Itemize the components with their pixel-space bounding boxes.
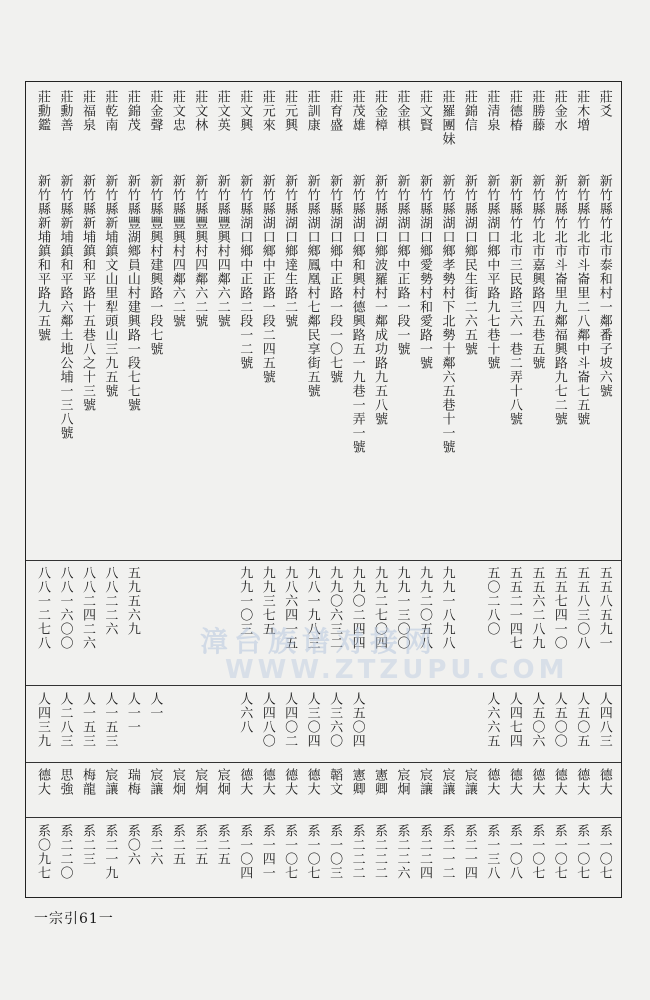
col2-cell: 新竹縣竹北市嘉興路四五巷五號 xyxy=(529,174,545,370)
ref-row xyxy=(32,692,615,758)
col5-cell: 韜文 xyxy=(327,768,343,796)
col1-cell: 莊錦信 xyxy=(461,90,477,132)
lineage-row xyxy=(32,824,615,894)
col4-cell: 人一一 xyxy=(124,692,140,734)
col4-cell: 人四七四 xyxy=(506,692,522,748)
col1-cell: 莊文興 xyxy=(237,90,253,132)
col3-cell: 五九五六九 xyxy=(124,566,140,636)
col1-cell: 莊勳善 xyxy=(57,90,73,132)
col3-cell xyxy=(167,566,188,678)
col3-cell: 九九〇六三二 xyxy=(327,566,343,650)
col1-cell: 莊文忠 xyxy=(169,90,185,132)
col1-cell: 莊錦茂 xyxy=(124,90,140,132)
watermark: 漳台族谱对接网 xyxy=(200,625,439,658)
col4-cell xyxy=(167,692,188,758)
col1-cell: 莊德椿 xyxy=(506,90,522,132)
col4-cell xyxy=(414,692,435,758)
col4-cell xyxy=(392,692,413,758)
col2-cell: 新竹縣湖口鄉中正路一段一號 xyxy=(394,174,410,356)
address-row xyxy=(32,174,615,554)
col2-cell: 新竹縣豐興村四鄰六二號 xyxy=(169,174,185,328)
col6-cell: 系二一四 xyxy=(461,824,477,880)
col3-cell: 八八二二六 xyxy=(102,566,118,636)
col3-cell: 五五八三〇八 xyxy=(574,566,590,650)
col1-cell: 莊茂雄 xyxy=(349,90,365,132)
col2-cell: 新竹縣新埔鎮和平路九五號 xyxy=(35,174,50,342)
col5-cell: 德大 xyxy=(259,768,275,796)
col3-cell: 九九一〇三 xyxy=(237,566,253,636)
col5-cell: 梅龍 xyxy=(79,768,95,796)
col5-cell: 宸讓 xyxy=(439,768,455,796)
col2-cell: 新竹縣新埔鎮文山里犁頭山三九五號 xyxy=(102,174,118,398)
col3-cell: 八八一二七八 xyxy=(35,566,50,650)
generation-row xyxy=(32,768,615,812)
col6-cell: 系〇六 xyxy=(124,824,140,866)
col4-cell: 人三〇四 xyxy=(304,692,320,748)
col3-cell: 八八二四二六 xyxy=(79,566,95,650)
col6-cell: 系二二六 xyxy=(394,824,410,880)
col3-cell: 九八一九八三 xyxy=(304,566,320,650)
col1-cell: 莊元來 xyxy=(259,90,275,132)
col3-cell: 九九〇二四四 xyxy=(349,566,365,650)
col1-cell: 莊金樟 xyxy=(372,90,388,132)
col3-cell: 五〇二八〇 xyxy=(484,566,500,636)
col6-cell: 系二五 xyxy=(169,824,185,866)
col4-cell xyxy=(436,692,457,758)
col4-cell: 人四八〇 xyxy=(259,692,275,748)
watermark-url: WWW.ZTZUPU.COM xyxy=(225,655,569,685)
col3-cell: 九九一三〇〇 xyxy=(394,566,410,650)
col3-cell xyxy=(144,566,165,678)
col6-cell: 系〇九七 xyxy=(35,824,50,880)
col5-cell: 德大 xyxy=(237,768,253,796)
col1-cell: 莊文賢 xyxy=(416,90,432,132)
col2-cell: 新竹縣湖口鄉鳳凰村七鄰民享街五號 xyxy=(304,174,320,398)
col6-cell: 系一〇四 xyxy=(237,824,253,880)
col1-cell: 莊訓康 xyxy=(304,90,320,132)
col6-cell: 系一四一 xyxy=(259,824,275,880)
col5-cell: 憲卿 xyxy=(372,768,388,796)
col1-cell: 莊爻 xyxy=(596,90,612,118)
col2-cell: 新竹縣竹北市三民路三六一巷二弄十八號 xyxy=(506,174,522,426)
col3-cell: 八八一六〇〇 xyxy=(57,566,73,650)
col2-cell: 新竹縣竹北市斗崙里二八鄰中斗崙七五號 xyxy=(574,174,590,426)
col1-cell: 莊金棋 xyxy=(394,90,410,132)
col4-cell: 人六六五 xyxy=(484,692,500,748)
col5-cell: 德大 xyxy=(506,768,522,796)
col5-cell: 宸炯 xyxy=(169,768,185,796)
col3-cell: 九八六四一五 xyxy=(282,566,298,650)
col6-cell: 系二一九 xyxy=(102,824,118,880)
col4-cell xyxy=(459,692,480,758)
col6-cell: 系一〇七 xyxy=(596,824,612,880)
col5-cell: 宸炯 xyxy=(394,768,410,796)
page-footer: 一宗引61一 xyxy=(34,911,114,927)
col1-cell: 莊羅團妹 xyxy=(439,90,455,146)
col6-cell: 系一〇七 xyxy=(282,824,298,880)
col6-cell: 系一三八 xyxy=(484,824,500,880)
col6-cell: 系一〇七 xyxy=(574,824,590,880)
col6-cell: 系一〇七 xyxy=(551,824,567,880)
col5-cell: 憲卿 xyxy=(349,768,365,796)
col1-cell: 莊育盛 xyxy=(327,90,343,132)
col6-cell: 系二二二 xyxy=(349,824,365,880)
col2-cell: 新竹縣湖口鄉中正路二段一二號 xyxy=(237,174,253,370)
col2-cell: 新竹縣豐興村四鄰六二號 xyxy=(214,174,230,328)
row-divider xyxy=(26,762,621,763)
col3-cell: 九九二七〇四 xyxy=(372,566,388,650)
col6-cell: 系二五 xyxy=(214,824,230,866)
col2-cell: 新竹縣湖口鄉達生路二號 xyxy=(282,174,298,328)
col1-cell: 莊文林 xyxy=(192,90,208,132)
col6-cell: 系一〇八 xyxy=(506,824,522,880)
col1-cell: 莊勳鑑 xyxy=(35,90,50,132)
col5-cell: 宸讓 xyxy=(147,768,163,796)
col5-cell: 德大 xyxy=(529,768,545,796)
col1-cell: 莊清泉 xyxy=(484,90,500,132)
col4-cell: 人五〇四 xyxy=(349,692,365,748)
col2-cell: 新竹縣新埔鎮和平路六鄰土地公埔一三八號 xyxy=(57,174,73,440)
col5-cell: 德大 xyxy=(596,768,612,796)
col3-cell: 九九一八九八 xyxy=(439,566,455,650)
col5-cell: 宸炯 xyxy=(192,768,208,796)
col6-cell: 系二五 xyxy=(192,824,208,866)
col4-cell: 人三六〇 xyxy=(327,692,343,748)
col1-cell: 莊文英 xyxy=(214,90,230,132)
col2-cell: 新竹縣豐興村建興路一段七號 xyxy=(147,174,163,356)
col3-cell: 五五六二八九 xyxy=(529,566,545,650)
col4-cell: 人一五三 xyxy=(102,692,118,748)
col6-cell: 系一〇三 xyxy=(327,824,343,880)
col5-cell: 宸炯 xyxy=(214,768,230,796)
col4-cell: 人四三九 xyxy=(35,692,50,748)
col2-cell: 新竹縣湖口鄉愛勢村和愛路一號 xyxy=(416,174,432,370)
col5-cell: 德大 xyxy=(35,768,50,796)
col5-cell: 思強 xyxy=(57,768,73,796)
col5-cell: 德大 xyxy=(282,768,298,796)
col5-cell: 宸讓 xyxy=(102,768,118,796)
col2-cell: 新竹縣湖口鄉和興村德興路五一九巷一弄一號 xyxy=(349,174,365,454)
col5-cell: 德大 xyxy=(574,768,590,796)
col1-cell: 莊勝藤 xyxy=(529,90,545,132)
col4-cell: 人五〇五 xyxy=(574,692,590,748)
col4-cell: 人二八三 xyxy=(57,692,73,748)
col2-cell: 新竹縣新埔鎮和平路十五巷八之十三號 xyxy=(79,174,95,412)
col6-cell: 系二三 xyxy=(79,824,95,866)
row-divider xyxy=(26,685,621,686)
col4-cell xyxy=(189,692,210,758)
col2-cell: 新竹縣湖口鄉波羅村一鄰成功路九五八號 xyxy=(372,174,388,426)
col6-cell: 系一〇七 xyxy=(304,824,320,880)
col5-cell: 宸讓 xyxy=(416,768,432,796)
col3-cell: 九九三七五 xyxy=(259,566,275,636)
col2-cell: 新竹縣豐湖鄉員山村建興路一段七七號 xyxy=(124,174,140,412)
col6-cell: 系二六 xyxy=(147,824,163,866)
col1-cell: 莊福泉 xyxy=(79,90,95,132)
col2-cell: 新竹縣湖口鄉中正路一段一〇七號 xyxy=(327,174,343,384)
col2-cell: 新竹縣豐興村四鄰六二號 xyxy=(192,174,208,328)
col1-cell: 莊木增 xyxy=(574,90,590,132)
col6-cell: 系二二〇 xyxy=(57,824,73,880)
row-divider xyxy=(26,817,621,818)
genealogy-index-table xyxy=(25,81,622,898)
col4-cell: 人一 xyxy=(147,692,163,720)
col1-cell: 莊乾南 xyxy=(102,90,118,132)
col6-cell: 系二一二 xyxy=(439,824,455,880)
col1-cell: 莊金水 xyxy=(551,90,567,132)
col2-cell: 新竹縣湖口鄉中平路九七巷十號 xyxy=(484,174,500,370)
col3-cell: 五五二一四七 xyxy=(506,566,522,650)
col6-cell: 系二二二 xyxy=(372,824,388,880)
col2-cell: 新竹縣湖口鄉孝勢村下北勢十鄰六五巷十一號 xyxy=(439,174,455,454)
col6-cell: 系二二四 xyxy=(416,824,432,880)
col6-cell: 系一〇七 xyxy=(529,824,545,880)
col1-cell: 莊元興 xyxy=(282,90,298,132)
col2-cell: 新竹縣竹北市泰和村一鄰番子坡六號 xyxy=(596,174,612,398)
col4-cell: 人四八三 xyxy=(596,692,612,748)
col5-cell: 瑞梅 xyxy=(124,768,140,796)
col4-cell: 人五〇〇 xyxy=(551,692,567,748)
col4-cell xyxy=(369,692,390,758)
col4-cell: 人六八 xyxy=(237,692,253,734)
name-row xyxy=(32,90,615,160)
col3-cell: 五五八五九一 xyxy=(596,566,612,650)
col5-cell: 德大 xyxy=(304,768,320,796)
col2-cell: 新竹縣湖口鄉民生街二六五號 xyxy=(461,174,477,356)
col5-cell: 宸讓 xyxy=(461,768,477,796)
col2-cell: 新竹縣竹北市斗崙里九鄰福興路九七二號 xyxy=(551,174,567,426)
col4-cell: 人五〇六 xyxy=(529,692,545,748)
col5-cell: 德大 xyxy=(551,768,567,796)
col1-cell: 莊金聲 xyxy=(147,90,163,132)
col2-cell: 新竹縣湖口鄉中正路一段二四五號 xyxy=(259,174,275,384)
col4-cell: 人四〇二 xyxy=(282,692,298,748)
col5-cell: 德大 xyxy=(484,768,500,796)
row-divider xyxy=(26,560,621,561)
col4-cell: 人一五三 xyxy=(79,692,95,748)
col3-cell: 九九二〇五八 xyxy=(416,566,432,650)
col4-cell xyxy=(212,692,233,758)
col3-cell: 五五七四一〇 xyxy=(551,566,567,650)
